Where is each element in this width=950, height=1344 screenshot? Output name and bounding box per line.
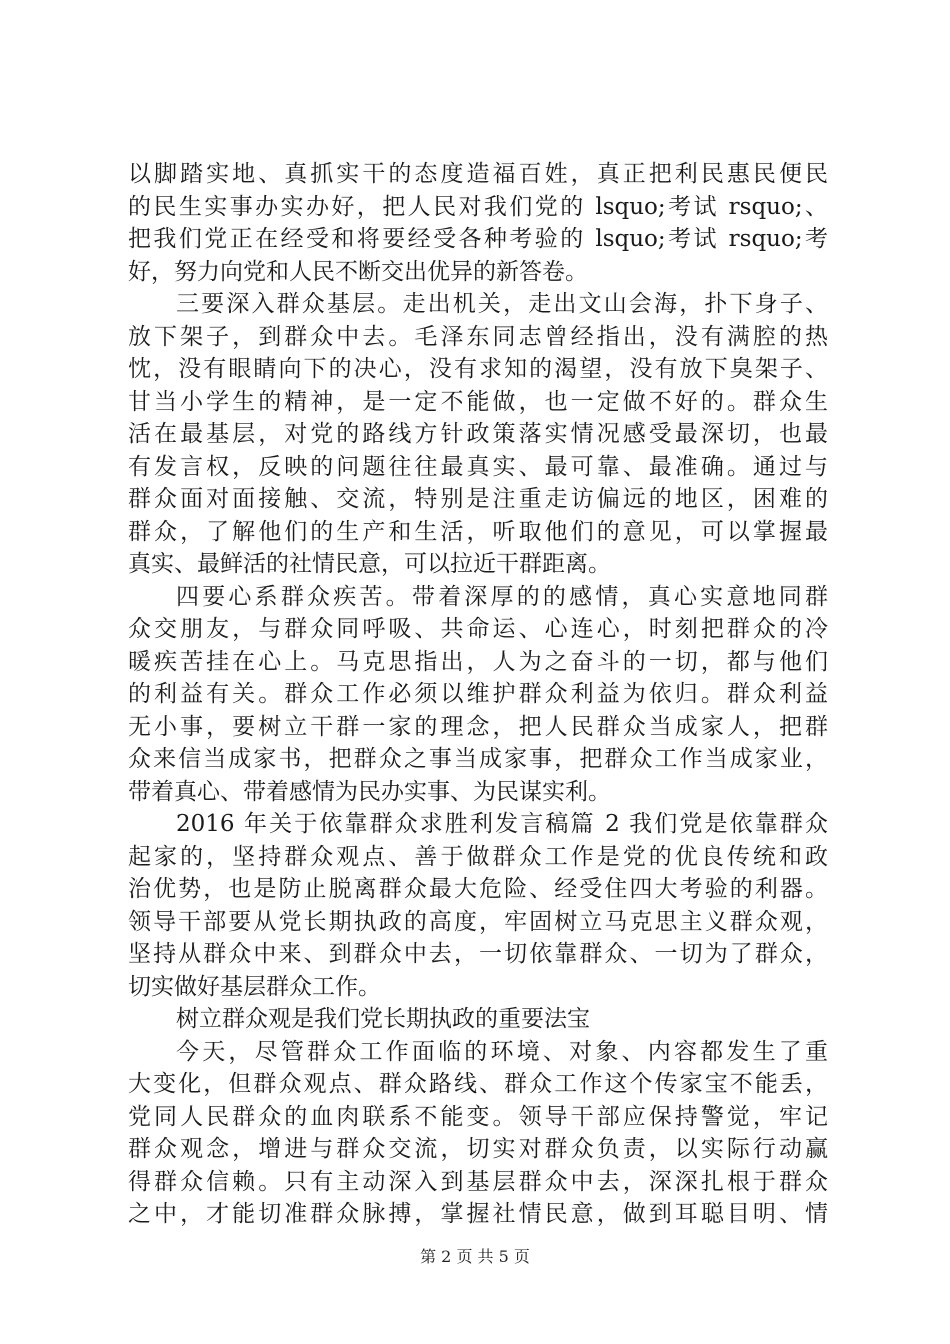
text-line: 切实做好基层群众工作。 [128,973,381,1000]
text-line: 治优势，也是防止脱离群众最大危险、经受住四大考验的利器。 [128,876,828,902]
text-line: 无小事，要树立干群一家的理念，把人民群众当成家人，把群 [128,713,828,740]
text-line: 2016 年关于依靠群众求胜利发言稿篇 2 我们党是依靠群众 [176,811,828,837]
text-line: 坚持从群众中来、到群众中去，一切依靠群众、一切为了群众， [128,941,828,967]
text-line: 大变化，但群众观点、群众路线、群众工作这个传家宝不能丢， [128,1071,828,1097]
text-line: 起家的，坚持群众观点、善于做群众工作是党的优良传统和政 [128,843,828,870]
text-line: 众来信当成家书，把群众之事当成家事，把群众工作当成家业， [128,746,828,772]
text-line: 活在最基层，对党的路线方针政策落实情况感受最深切，也最 [128,421,828,447]
text-line: 好，努力向党和人民不断交出优异的新答卷。 [128,258,588,285]
text-line: 有发言权，反映的问题往往最真实、最可靠、最准确。通过与 [128,453,828,480]
page-number-label: 第 2 页 共 5 页 [420,1247,530,1266]
text-line: 以脚踏实地、真抓实干的态度造福百姓，真正把利民惠民便民 [128,161,828,187]
text-line: 群众，了解他们的生产和生活，听取他们的意见，可以掌握最 [128,518,828,545]
text-line: 的民生实事办实办好，把人民对我们党的 lsquo;考试 rsquo;、 [128,193,828,220]
text-line: 之中，才能切准群众脉搏，掌握社情民意，做到耳聪目明、情 [128,1201,828,1227]
text-line: 真实、最鲜活的社情民意，可以拉近干群距离。 [128,551,611,577]
text-line: 群众观念，增进与群众交流，切实对群众负责，以实际行动赢 [128,1136,828,1162]
document-body [128,158,828,1231]
text-line: 三要深入群众基层。走出机关，走出文山会海，扑下身子、 [176,291,828,317]
text-line: 四要心系群众疾苦。带着深厚的的感情，真心实意地同群 [176,583,828,610]
text-line: 今天，尽管群众工作面临的环境、对象、内容都发生了重 [176,1038,828,1065]
text-line: 的利益有关。群众工作必须以维护群众利益为依归。群众利益 [128,681,828,707]
text-line: 党同人民群众的血肉联系不能变。领导干部应保持警觉，牢记 [128,1103,828,1130]
text-line: 众交朋友，与群众同呼吸、共命运、心连心，时刻把群众的冷 [128,616,828,642]
page-footer [0,1244,950,1267]
text-line: 带着真心、带着感情为民办实事、为民谋实利。 [128,778,611,805]
text-line: 得群众信赖。只有主动深入到基层群众中去，深深扎根于群众 [128,1168,828,1195]
text-line: 领导干部要从党长期执政的高度，牢固树立马克思主义群众观， [128,908,828,935]
text-line: 放下架子，到群众中去。毛泽东同志曾经指出，没有满腔的热 [128,323,828,350]
text-line: 群众面对面接触、交流，特别是注重走访偏远的地区，困难的 [128,486,828,512]
text-line: 把我们党正在经受和将要经受各种考验的 lsquo;考试 rsquo;考 [128,226,828,252]
text-line: 忱，没有眼睛向下的决心，没有求知的渴望，没有放下臭架子、 [128,356,828,382]
text-line: 甘当小学生的精神，是一定不能做，也一定做不好的。群众生 [128,388,828,415]
text-line: 暖疾苦挂在心上。马克思指出，人为之奋斗的一切，都与他们 [128,648,828,675]
text-line: 树立群众观是我们党长期执政的重要法宝 [176,1006,590,1032]
